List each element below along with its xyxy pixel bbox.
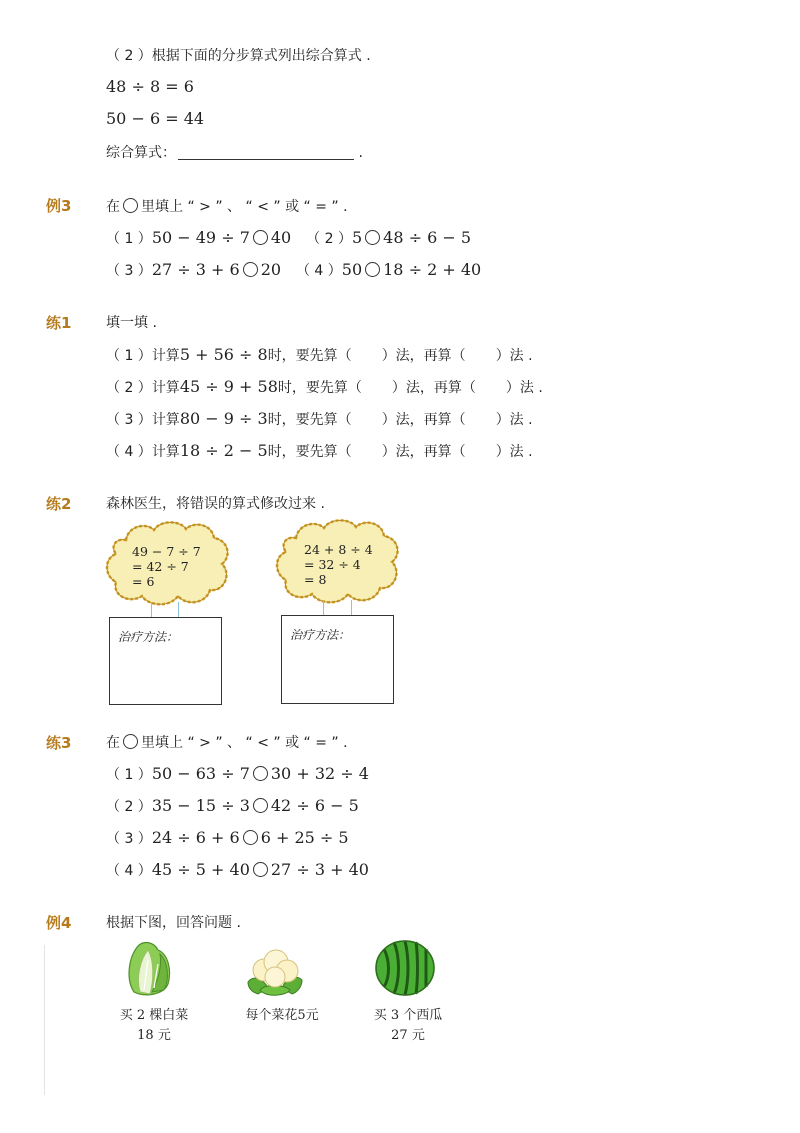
pr2-instruction: 森林医生，将错误的算式修改过来 . (106, 496, 325, 512)
pr1-instruction: 填一填 . (106, 315, 157, 331)
treatment-box-1[interactable] (109, 617, 222, 705)
cloud1-line-2: = 42 ÷ 7 (132, 559, 189, 574)
answer-circle[interactable] (365, 262, 380, 277)
cloud2-stick-right (351, 600, 352, 616)
chinese-cabbage-icon (124, 940, 176, 998)
page-margin-rule (44, 945, 45, 1095)
cloud1-stick-left (151, 602, 152, 618)
cauliflower-icon (244, 944, 306, 998)
item3-caption-line1: 买 3 个西瓜 (373, 1008, 443, 1023)
pr3-row-4: （ 4 ）45 ÷ 5 + 40 27 ÷ 3 + 40 (106, 860, 369, 879)
part2-instruction: （ 2 ）根据下面的分步算式列出综合算式 . (106, 48, 371, 64)
answer-circle[interactable] (253, 766, 268, 781)
answer-circle[interactable] (253, 230, 268, 245)
pr1-row-4: （ 4 ）计算18 ÷ 2 − 5时，要先算（ ）法，再算（ ）法 . (106, 441, 533, 460)
pr1-row-1: （ 1 ）计算5 + 56 ÷ 8时，要先算（ ）法，再算（ ）法 . (106, 345, 533, 364)
cloud1-line-3: = 6 (132, 574, 155, 589)
ex3-row-2: （ 3 ）27 ÷ 3 + 6 20 （ 4 ）50 18 ÷ 2 + 40 (106, 260, 482, 279)
circle-icon (123, 198, 138, 213)
watermelon-icon (374, 937, 436, 997)
treatment-label: 治疗方法： (290, 628, 351, 642)
ex4-instruction: 根据下图，回答问题 . (106, 915, 241, 931)
step-equation-1: 48 ÷ 8 = 6 (106, 77, 194, 96)
treatment-label: 治疗方法： (118, 630, 179, 644)
example-3-tag: 例3 (46, 197, 72, 215)
ex3-row-1: （ 1 ）50 − 49 ÷ 7 40 （ 2 ）5 48 ÷ 6 − 5 (106, 228, 472, 247)
pr3-row-1: （ 1 ）50 − 63 ÷ 7 30 + 32 ÷ 4 (106, 764, 369, 783)
treatment-box-2[interactable] (281, 615, 394, 704)
pr3-row-3: （ 3 ）24 ÷ 6 + 6 6 + 25 ÷ 5 (106, 828, 349, 847)
answer-circle[interactable] (365, 230, 380, 245)
answer-circle[interactable] (243, 262, 258, 277)
combined-end: . (358, 145, 363, 161)
circle-icon (123, 734, 138, 749)
combined-formula-row (106, 143, 363, 163)
cloud1-line-1: 49 − 7 ÷ 7 (132, 544, 201, 559)
practice-1-tag: 练1 (46, 314, 72, 332)
practice-2-tag: 练2 (46, 495, 72, 513)
cloud2-line-3: = 8 (304, 572, 327, 587)
pr1-row-2: （ 2 ）计算45 ÷ 9 + 58时，要先算（ ）法，再算（ ）法 . (106, 377, 543, 396)
step-equation-2: 50 − 6 = 44 (106, 109, 205, 128)
answer-circle[interactable] (243, 830, 258, 845)
answer-circle[interactable] (253, 798, 268, 813)
cloud1-stick-right (178, 602, 179, 618)
practice-3-tag: 练3 (46, 734, 72, 752)
cloud2-line-1: 24 + 8 ÷ 4 (304, 542, 373, 557)
combined-label: 综合算式： (106, 145, 176, 161)
cloud2-stick-left (323, 600, 324, 616)
cloud2-line-2: = 32 ÷ 4 (304, 557, 361, 572)
example-4-tag: 例4 (46, 914, 72, 932)
item3-caption-line2: 27 元 (391, 1028, 425, 1043)
item1-caption-line2: 18 元 (137, 1028, 171, 1043)
pr3-instruction: 在 里填上 “ > ” 、 “ < ” 或 “ = ” . (106, 735, 348, 751)
item1-caption-line1: 买 2 棵白菜 (119, 1008, 189, 1023)
ex3-instruction: 在 里填上 “ > ” 、 “ < ” 或 “ = ” . (106, 199, 348, 215)
answer-circle[interactable] (253, 862, 268, 877)
item2-caption-line1: 每个菜花5元 (245, 1008, 319, 1023)
pr3-row-2: （ 2 ）35 − 15 ÷ 3 42 ÷ 6 − 5 (106, 796, 359, 815)
pr1-row-3: （ 3 ）计算80 − 9 ÷ 3时，要先算（ ）法，再算（ ）法 . (106, 409, 533, 428)
combined-answer-blank[interactable] (178, 145, 354, 160)
